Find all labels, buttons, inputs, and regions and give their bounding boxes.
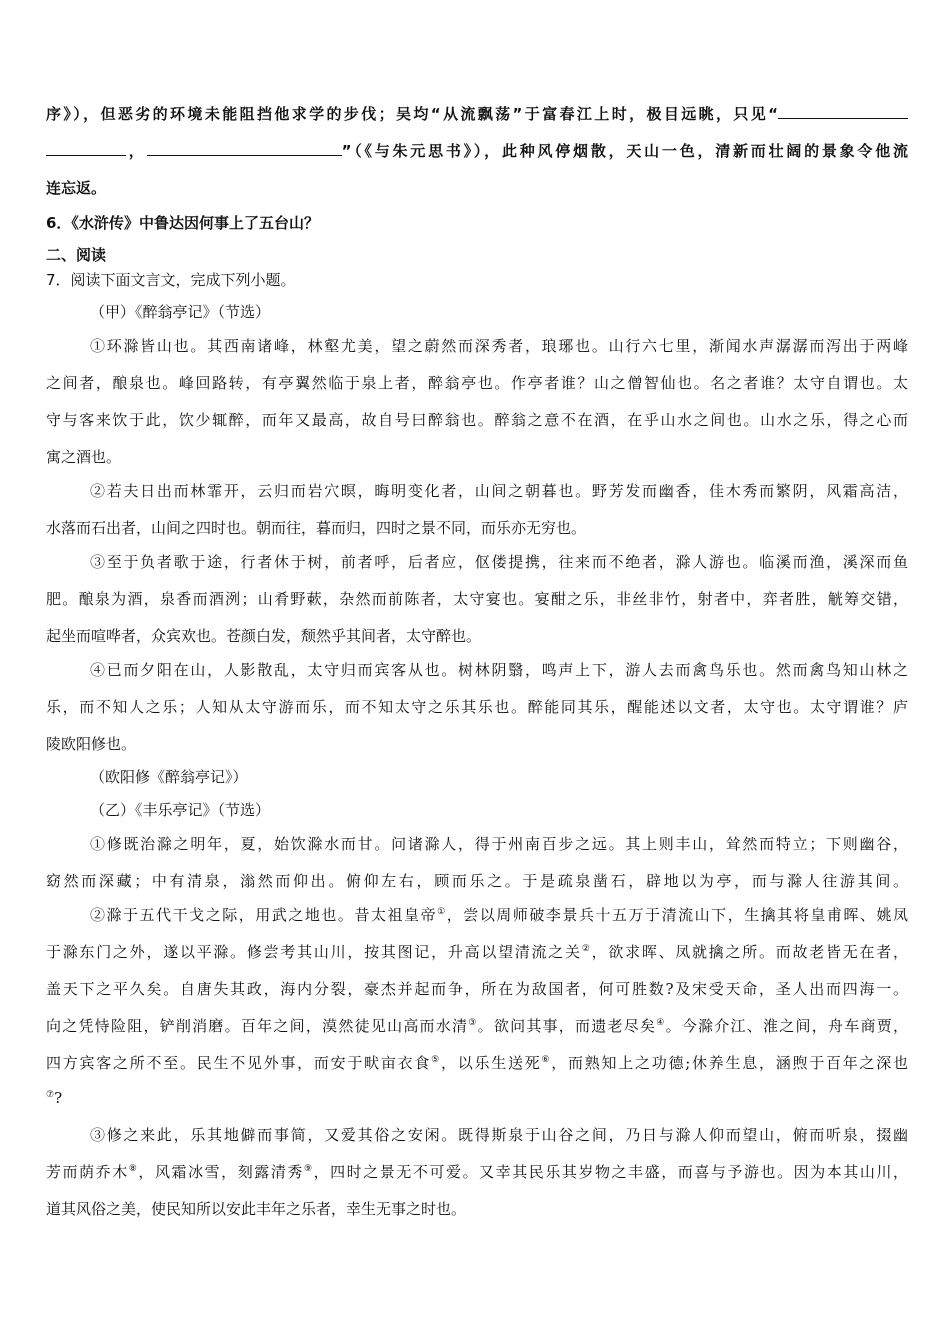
- q7-instruction: 7．阅读下面文言文，完成下列小题。: [46, 271, 296, 289]
- q5-text: ”（《与朱元思书》），此种风停烟散，天山一色，清新而壮阔的景象令他流: [341, 142, 908, 160]
- yi-p2-line: 四方宾客之所不至。民生不见外事，而安于畎亩衣食⑤，以乐生送死⑥，而熟知上之功德;休养生息，涵煦于百年之深也: [46, 1054, 909, 1072]
- section-heading: 二、阅读: [46, 246, 107, 264]
- answer-blank[interactable]: [778, 104, 908, 119]
- yi-p3-line: ③修之来此，乐其地僻而事简，又爱其俗之安闲。既得斯泉于山谷之间，乃日与滁人仰而望山，俯而听泉，掇幽: [90, 1126, 908, 1144]
- passage-jia-title: （甲）《醉翁亭记》（节选）: [90, 303, 271, 321]
- yi-p1-line: 窈然而深藏；中有清泉，滃然而仰出。俯仰左右，顾而乐之。于是疏泉凿石，辟地以为亭，而与滁人往游其间。: [46, 872, 908, 890]
- answer-blank[interactable]: [46, 141, 126, 156]
- jia-p4-line: ④已而夕阳在山，人影散乱，太守归而宾客从也。树林阴翳，鸣声上下，游人去而禽鸟乐也。然而禽鸟知山林之: [90, 661, 908, 679]
- yi-p2-line: ②滁于五代干戈之际，用武之地也。昔太祖皇帝①，尝以周师破李景兵十五万于清流山下，生擒其将皇甫晖、姚凤: [90, 906, 908, 924]
- footnote-marker: ⑤: [431, 1055, 441, 1065]
- jia-p3-line: 起坐而喧哗者，众宾欢也。苍颜白发，颓然乎其间者，太守醉也。: [46, 627, 482, 645]
- jia-p3-line: 肥。酿泉为酒，泉香而酒洌；山肴野蔌，杂然而前陈者，太守宴也。宴酣之乐，非丝非竹，射者中，弈者胜，觥筹交错，: [46, 590, 908, 608]
- jia-p1-line: 寓之酒也。: [46, 448, 122, 466]
- footnote-marker: ③: [468, 1018, 478, 1028]
- yi-p2-line: 于滁东门之外，遂以平滁。修尝考其山川，按其图记，升高以望清流之关②，欲求晖、凤就擒之所。而故老皆无在者，: [46, 943, 908, 961]
- yi-p2-line: 向之凭恃险阻，铲削消磨。百年之间，漠然徒见山高而水清③。欲问其事，而遗老尽矣④。今滁介江、淮之间，舟车商贾，: [46, 1017, 908, 1035]
- q6-question: 6．《水浒传》中鲁达因何事上了五台山？: [46, 214, 319, 232]
- q5-text: ，: [126, 142, 147, 160]
- q5-text: 序》），但恶劣的环境未能阻挡他求学的步伐；吴均“从流飘荡”于富春江上时，极目远眺，只见“: [46, 105, 778, 123]
- jia-p3-line: ③至于负者歌于途，行者休于树，前者呼，后者应，伛偻提携，往来而不绝者，滁人游也。临溪而渔，溪深而鱼: [90, 553, 908, 571]
- q5-line-3: 连忘返。: [46, 179, 107, 197]
- footnote-marker: ⑧: [128, 1164, 139, 1174]
- passage-yi-title: （乙）《丰乐亭记》（节选）: [90, 801, 271, 819]
- footnote-marker: ⑥: [541, 1055, 552, 1065]
- jia-p2-line: ②若夫日出而林霏开，云归而岩穴暝，晦明变化者，山间之朝暮也。野芳发而幽香，佳木秀而繁阴，风霜高洁，: [90, 482, 908, 500]
- jia-p1-line: 守与客来饮于此，饮少辄醉，而年又最高，故自号曰醉翁也。醉翁之意不在酒，在乎山水之间也。山水之乐，得之心而: [46, 411, 908, 429]
- jia-p2-line: 水落而石出者，山间之四时也。朝而往，暮而归，四时之景不同，而乐亦无穷也。: [46, 519, 587, 537]
- footnote-marker: ⑨: [303, 1164, 314, 1174]
- yi-p1-line: ①修既治滁之明年，夏，始饮滁水而甘。问诸滁人，得于州南百步之远。其上则丰山，耸然而特立；下则幽谷，: [90, 835, 908, 853]
- passage-jia-source: （欧阳修《醉翁亭记》）: [90, 768, 248, 786]
- footnote-marker: ①: [437, 907, 447, 917]
- yi-p3-line: 道其风俗之美，使民知所以安此丰年之乐者，幸生无事之时也。: [46, 1200, 467, 1218]
- yi-p2-line: ⑦?: [46, 1089, 63, 1107]
- jia-p1-line: ①环滁皆山也。其西南诸峰，林壑尤美，望之蔚然而深秀者，琅琊也。山行六七里，渐闻水声潺潺而泻出于两峰: [90, 337, 908, 355]
- yi-p3-line: 芳而荫乔木⑧，风霜冰雪，刻露清秀⑨，四时之景无不可爱。又幸其民乐其岁物之丰盛，而喜与予游也。因为本其山川，: [46, 1163, 908, 1181]
- q5-line-1: [46, 104, 908, 124]
- answer-blank[interactable]: [147, 141, 342, 156]
- jia-p4-line: 陵欧阳修也。: [46, 735, 137, 753]
- footnote-marker: ④: [656, 1018, 666, 1028]
- q5-line-2: [46, 141, 908, 161]
- jia-p4-line: 乐，而不知人之乐；人知从太守游而乐，而不知太守之乐其乐也。醉能同其乐，醒能述以文者，太守也。太守谓谁？庐: [46, 698, 908, 716]
- footnote-marker: ⑦: [46, 1090, 55, 1100]
- jia-p1-line: 之间者，酿泉也。峰回路转，有亭翼然临于泉上者，醉翁亭也。作亭者谁？山之僧智仙也。名之者谁？太守自谓也。太: [46, 374, 908, 392]
- yi-p2-line: 盖天下之平久矣。自唐失其政，海内分裂，豪杰并起而争，所在为敌国者，何可胜数?及宋受天命，圣人出而四海一。: [46, 980, 908, 998]
- footnote-marker: ②: [581, 944, 592, 954]
